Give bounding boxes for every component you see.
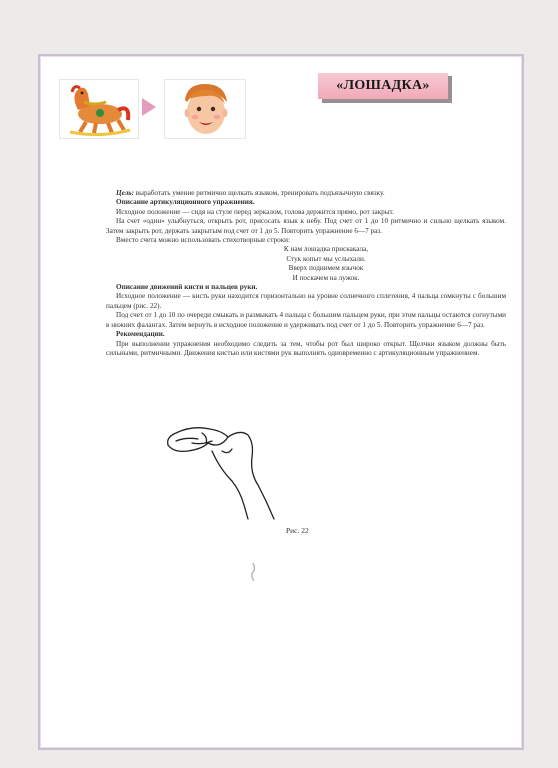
toy-horse-icon	[60, 80, 138, 138]
poem-line: Вверх поднимем язычок	[288, 264, 364, 273]
figure-caption: Рис. 22	[286, 526, 309, 535]
child-face-icon	[165, 80, 245, 138]
arrow-icon	[142, 96, 156, 118]
exercise-text	[106, 189, 506, 358]
goal-line	[106, 189, 506, 198]
poem-line: Стук копыт мы услыхали.	[286, 254, 366, 263]
recommendations-heading: Рекомендации.	[116, 330, 165, 339]
poem	[146, 245, 506, 283]
goal-label: Цель:	[116, 189, 134, 197]
hand-paragraph-2: Под счет от 1 до 10 по очереди смыкать и размыкать 4 пальца с большим пальцем руки, при этом пальцы остаются согнутыми в нижних фалангах. Затем вернуть в исходное положение и удерживать под счет от 1 до 5. Повторить упражнение 6—7 раз.	[106, 311, 506, 329]
hand-gesture-icon	[162, 421, 302, 521]
artic-heading: Описание артикуляционного упражнения.	[116, 198, 255, 207]
poem-line: И поскачем на лужок.	[292, 273, 360, 282]
artic-paragraph-1: Исходное положение — сидя на стуле перед зеркалом, голова держится прямо, рот закрыт.	[116, 207, 394, 216]
recommendations-paragraph: При выполнении упражнения необходимо следить за тем, чтобы рот был широко открыт. Щелчки языком должны быть сильными, ритмичными. Движения кистью или кистями рук выполнять одновременно с артикуляционным упражнением.	[106, 339, 506, 357]
horse-illustration	[60, 80, 138, 138]
poem-line: К нам лошадка прискакала,	[283, 245, 369, 254]
hand-heading: Описание движений кисти и пальцев руки.	[116, 283, 258, 292]
child-face-illustration	[165, 80, 245, 138]
exercise-title: «ЛОШАДКА»	[318, 72, 448, 99]
hand-gesture-figure	[162, 421, 302, 521]
worksheet-page	[38, 54, 524, 750]
artic-paragraph-2: На счет «один» улыбнуться, открыть рот, присосать язык к небу. Под счет от 1 до 10 ритмично и сильно щелкать языком. Затем закрыть рот, держать закрытым под счет от 1 до 5. Повторить упражнение 6—7 раз.	[106, 217, 506, 235]
scan-smudge	[248, 561, 258, 583]
hand-paragraph-1: Исходное положение — кисть руки находится горизонтально на уровне солнечного сплетения, 4 пальца сомкнуты с большим пальцем (рис. 22).	[106, 292, 506, 310]
artic-paragraph-3: Вместо счета можно использовать стихотворные строки:	[116, 236, 291, 245]
goal-text: выработать умение ритмично щелкать языком, тренировать подъязычную связку.	[133, 189, 385, 197]
